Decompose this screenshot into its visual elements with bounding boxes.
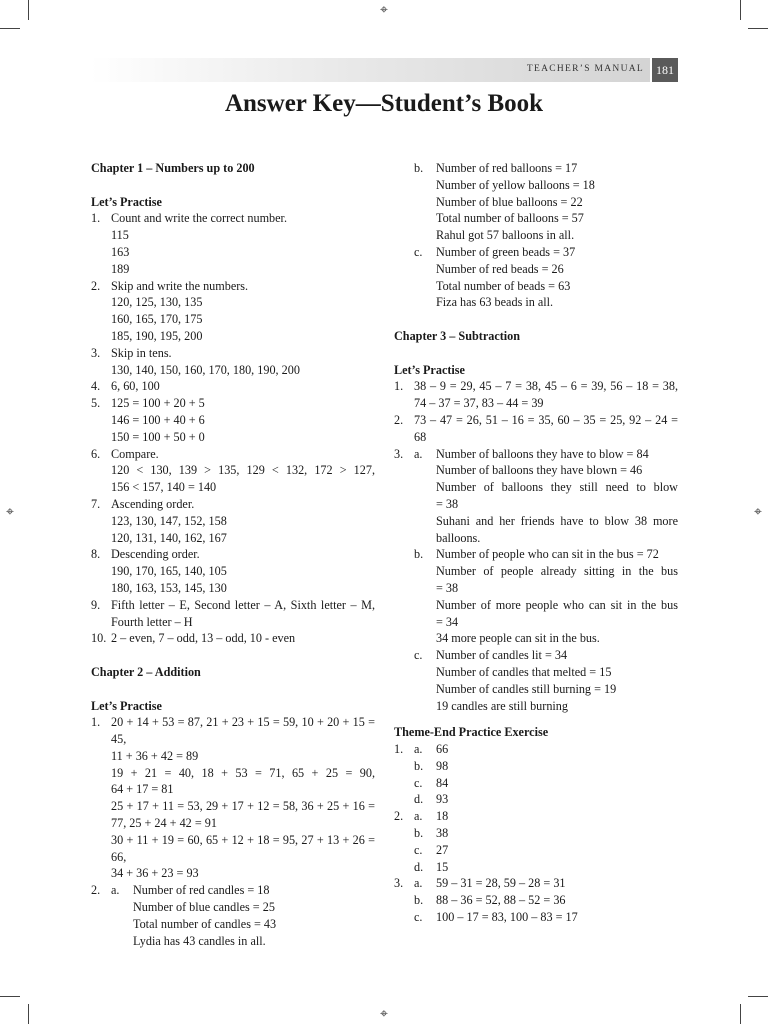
section-heading: Theme-End Practice Exercise bbox=[394, 725, 549, 740]
registration-mark-icon: ⌖ bbox=[6, 504, 14, 520]
question bbox=[91, 714, 375, 882]
left-column bbox=[91, 160, 375, 949]
answer-line: 120 < 130, 139 > 135, 129 < 132, 172 > 127, bbox=[111, 463, 375, 478]
question-text: Skip and write the numbers. bbox=[111, 278, 249, 293]
answer-line: 66 bbox=[436, 742, 449, 757]
page-title: Answer Key—Student’s Book bbox=[224, 90, 544, 117]
sub-letter: b. bbox=[414, 547, 424, 562]
answer-line: Number of blue balloons = 22 bbox=[436, 194, 583, 209]
answer-line: balloons. bbox=[436, 530, 481, 545]
answer-line: 20 + 14 + 53 = 87, 21 + 23 + 15 = 59, 10 + 20 + 15 = 45, bbox=[111, 715, 375, 747]
question bbox=[394, 875, 678, 925]
answer-line: 34 more people can sit in the bus. bbox=[436, 631, 600, 646]
question-text: Compare. bbox=[111, 446, 159, 461]
section-heading: Let’s Practise bbox=[91, 194, 162, 209]
answer-line: 88 – 36 = 52, 88 – 52 = 36 bbox=[436, 893, 566, 908]
answer-line: 34 + 36 + 23 = 93 bbox=[111, 866, 199, 881]
answer-line: 74 – 37 = 37, 83 – 44 = 39 bbox=[414, 396, 544, 411]
answer-line: 25 + 17 + 11 = 53, 29 + 17 + 12 = 58, 36 + 25 + 16 = bbox=[111, 799, 375, 814]
right-column bbox=[394, 160, 678, 926]
question-text: 6, 60, 100 bbox=[111, 379, 160, 394]
question bbox=[394, 446, 678, 715]
answer-line: Number of balloons they have to blow = 84 bbox=[436, 446, 649, 461]
answer-line: Number of green beads = 37 bbox=[436, 244, 576, 259]
answer-line: Number of more people who can sit in the bus bbox=[436, 597, 678, 612]
answer-line: Suhani and her friends have to blow 38 more bbox=[436, 513, 678, 528]
question-number: 1. bbox=[91, 211, 101, 226]
answer-line: 38 bbox=[436, 826, 449, 841]
sub-letter: c. bbox=[414, 842, 423, 857]
answer-line: 120, 131, 140, 162, 167 bbox=[111, 530, 227, 545]
sub-letter: c. bbox=[414, 775, 423, 790]
sub-answer bbox=[414, 875, 678, 892]
answer-line: 156 < 157, 140 = 140 bbox=[111, 480, 217, 495]
sub-answer bbox=[414, 758, 678, 775]
answer-line: 146 = 100 + 40 + 6 bbox=[111, 412, 205, 427]
sub-answer bbox=[414, 791, 678, 808]
answer-line: Rahul got 57 balloons in all. bbox=[436, 228, 575, 243]
answer-line: 123, 130, 147, 152, 158 bbox=[111, 513, 227, 528]
crop-mark bbox=[740, 1004, 741, 1024]
answer-line: Lydia has 43 candles in all. bbox=[133, 933, 266, 948]
question-number: 2. bbox=[91, 278, 101, 293]
answer-line: 15 bbox=[436, 859, 449, 874]
answer-line: 163 bbox=[111, 244, 130, 259]
answer-line: 180, 163, 153, 145, 130 bbox=[111, 580, 227, 595]
question-number: 3. bbox=[394, 876, 404, 891]
answer-line: Number of candles still burning = 19 bbox=[436, 681, 617, 696]
answer-line: Number of people who can sit in the bus = 72 bbox=[436, 547, 659, 562]
sub-letter: b. bbox=[414, 758, 424, 773]
sub-answer bbox=[414, 160, 678, 244]
answer-line: Total number of balloons = 57 bbox=[436, 211, 584, 226]
answer-line: 185, 190, 195, 200 bbox=[111, 328, 203, 343]
sub-answer bbox=[414, 775, 678, 792]
answer-line: 18 bbox=[436, 809, 449, 824]
sub-letter: d. bbox=[414, 859, 424, 874]
question-number: 1. bbox=[394, 379, 404, 394]
crop-mark bbox=[28, 1004, 29, 1024]
sub-answer bbox=[414, 244, 678, 311]
sub-letter: b. bbox=[414, 161, 424, 175]
sub-letter: a. bbox=[414, 446, 423, 461]
answer-line: 19 + 21 = 40, 18 + 53 = 71, 65 + 25 = 90, bbox=[111, 765, 375, 780]
answer-line: 19 candles are still burning bbox=[436, 698, 568, 713]
answer-line: 189 bbox=[111, 261, 130, 276]
answer-line: 93 bbox=[436, 792, 449, 807]
question-number: 2. bbox=[91, 883, 101, 898]
question bbox=[91, 278, 375, 345]
answer-line: Number of people already sitting in the bus bbox=[436, 564, 678, 579]
answer-line: 38 – 9 = 29, 45 – 7 = 38, 45 – 6 = 39, 56 – 18 = 38, bbox=[414, 379, 678, 394]
question-number: 1. bbox=[91, 715, 101, 730]
sub-answer bbox=[414, 647, 678, 714]
crop-mark bbox=[740, 0, 741, 20]
crop-mark bbox=[748, 28, 768, 29]
answer-line: 160, 165, 170, 175 bbox=[111, 312, 203, 327]
question-continued bbox=[394, 160, 678, 311]
sub-letter: a. bbox=[414, 809, 423, 824]
question-number: 6. bbox=[91, 446, 101, 461]
question-number: 1. bbox=[394, 742, 404, 757]
answer-line: Number of yellow balloons = 18 bbox=[436, 177, 595, 192]
sub-letter: a. bbox=[111, 883, 120, 898]
question bbox=[91, 378, 375, 395]
answer-line: Number of balloons they still need to blow bbox=[436, 480, 678, 495]
answer-line: = 38 bbox=[436, 580, 459, 595]
answer-line: 98 bbox=[436, 758, 449, 773]
question-text: 125 = 100 + 20 + 5 bbox=[111, 396, 205, 411]
question-number: 2. bbox=[394, 412, 404, 427]
sub-letter: c. bbox=[414, 244, 423, 259]
answer-line: 73 – 47 = 26, 51 – 16 = 35, 60 – 35 = 25, 92 – 24 = 68 bbox=[414, 412, 678, 444]
answer-line: 27 bbox=[436, 842, 449, 857]
answer-line: 59 – 31 = 28, 59 – 28 = 31 bbox=[436, 876, 566, 891]
answer-line: 30 + 11 + 19 = 60, 65 + 12 + 18 = 95, 27 + 13 + 26 = 66, bbox=[111, 832, 375, 864]
answer-line: Number of balloons they have blown = 46 bbox=[436, 463, 643, 478]
sub-answer bbox=[111, 882, 375, 949]
question bbox=[91, 630, 375, 647]
answer-line: 100 – 17 = 83, 100 – 83 = 17 bbox=[436, 910, 578, 925]
crop-mark bbox=[28, 0, 29, 20]
crop-mark bbox=[0, 996, 20, 997]
sub-answer bbox=[414, 825, 678, 842]
question-number: 3. bbox=[91, 345, 101, 360]
chapter-heading: Chapter 2 – Addition bbox=[91, 664, 201, 679]
answer-line: = 34 bbox=[436, 614, 459, 629]
question bbox=[91, 210, 375, 277]
sub-answer bbox=[414, 892, 678, 909]
section-heading: Let’s Practise bbox=[394, 362, 465, 377]
sub-letter: c. bbox=[414, 648, 423, 663]
question-text: Descending order. bbox=[111, 547, 200, 562]
question bbox=[91, 496, 375, 546]
sub-answer bbox=[414, 842, 678, 859]
answer-line: = 38 bbox=[436, 496, 459, 511]
question bbox=[91, 882, 375, 949]
registration-mark-icon: ⌖ bbox=[380, 1006, 388, 1022]
registration-mark-icon: ⌖ bbox=[380, 2, 388, 18]
sub-answer bbox=[414, 546, 678, 647]
page-number: 181 bbox=[652, 58, 678, 82]
question-number: 10. bbox=[91, 631, 107, 646]
question-text: Ascending order. bbox=[111, 496, 195, 511]
question-text: 2 – even, 7 – odd, 13 – odd, 10 - even bbox=[111, 631, 296, 646]
sub-answer bbox=[414, 808, 678, 825]
answer-line: 64 + 17 = 81 bbox=[111, 782, 174, 797]
sub-answer bbox=[414, 909, 678, 926]
section-heading: Let’s Practise bbox=[91, 698, 162, 713]
answer-line: Number of blue candles = 25 bbox=[133, 900, 275, 915]
sub-letter: b. bbox=[414, 893, 424, 908]
answer-line: Number of red beads = 26 bbox=[436, 261, 564, 276]
question bbox=[91, 395, 375, 445]
question-number: 8. bbox=[91, 547, 101, 562]
sub-answer bbox=[414, 446, 678, 547]
question-text: Skip in tens. bbox=[111, 345, 172, 360]
question bbox=[91, 546, 375, 596]
question-number: 3. bbox=[394, 446, 404, 461]
crop-mark bbox=[748, 996, 768, 997]
chapter-heading: Chapter 3 – Subtraction bbox=[394, 328, 521, 343]
question bbox=[91, 446, 375, 496]
question bbox=[91, 597, 375, 631]
sub-answer bbox=[414, 859, 678, 876]
question bbox=[394, 378, 678, 412]
registration-mark-icon: ⌖ bbox=[754, 504, 762, 520]
answer-line: Total number of beads = 63 bbox=[436, 278, 571, 293]
question bbox=[394, 808, 678, 875]
answer-line: Fourth letter – H bbox=[111, 614, 193, 629]
question-number: 2. bbox=[394, 809, 404, 824]
question-text: Count and write the correct number. bbox=[111, 211, 287, 226]
answer-line: Number of candles lit = 34 bbox=[436, 648, 568, 663]
answer-line: 120, 125, 130, 135 bbox=[111, 295, 203, 310]
question bbox=[91, 345, 375, 379]
manual-label: TEACHER’S MANUAL bbox=[526, 64, 644, 74]
sub-letter: a. bbox=[414, 876, 423, 891]
answer-line: Number of red candles = 18 bbox=[133, 883, 270, 898]
question-number: 9. bbox=[91, 597, 101, 612]
question bbox=[394, 741, 678, 808]
sub-letter: c. bbox=[414, 910, 423, 925]
crop-mark bbox=[0, 28, 20, 29]
sub-letter: d. bbox=[414, 792, 424, 807]
answer-line: 77, 25 + 24 + 42 = 91 bbox=[111, 816, 217, 831]
question-number: 7. bbox=[91, 496, 101, 511]
question-number: 4. bbox=[91, 379, 101, 394]
answer-line: Number of red balloons = 17 bbox=[436, 161, 578, 175]
answer-line: 115 bbox=[111, 228, 129, 243]
answer-line: Total number of candles = 43 bbox=[133, 916, 277, 931]
answer-line: 84 bbox=[436, 775, 449, 790]
chapter-heading: Chapter 1 – Numbers up to 200 bbox=[91, 161, 255, 175]
question bbox=[394, 412, 678, 446]
sub-letter: b. bbox=[414, 826, 424, 841]
answer-line: 190, 170, 165, 140, 105 bbox=[111, 564, 227, 579]
answer-line: 150 = 100 + 50 + 0 bbox=[111, 429, 205, 444]
answer-line: 130, 140, 150, 160, 170, 180, 190, 200 bbox=[111, 362, 300, 377]
answer-line: Number of candles that melted = 15 bbox=[436, 664, 612, 679]
sub-answer bbox=[414, 741, 678, 758]
answer-line: Fiza has 63 beads in all. bbox=[436, 295, 554, 310]
answer-line: 11 + 36 + 42 = 89 bbox=[111, 748, 199, 763]
question-number: 5. bbox=[91, 396, 101, 411]
question-text: Fifth letter – E, Second letter – A, Sixth letter – M, bbox=[111, 597, 375, 612]
sub-letter: a. bbox=[414, 742, 423, 757]
